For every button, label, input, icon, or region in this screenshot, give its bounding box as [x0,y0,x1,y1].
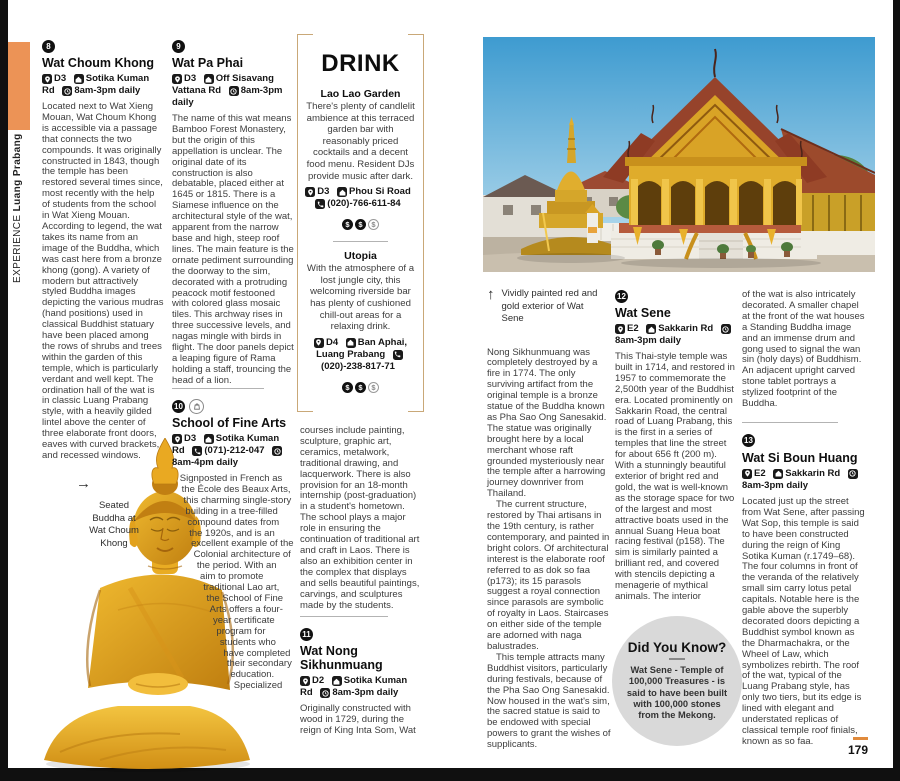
drink-box-title: DRINK [321,50,400,77]
entry-title: School of Fine Arts [172,416,287,430]
wat-sene-photo-illustration [483,37,875,272]
price-rating [305,377,416,395]
section-color-tab [8,42,30,130]
phone-icon [393,350,403,360]
entry-body: Located next to Wat Xieng Mouan, Wat Choum Khong is accessible via a passage that connects the two compounds. It was originally constructed in 1843, though the temple has been restored several times since, most recently with the help of students from the school in Wat Xieng Mouan. According to legend, the wat takes its name from an image of the Buddha, which was cast here from a bronze khong (gong). A variety of modern but attractively styled Buddha images depicting the various mudras (hand positions) used in classical Buddhist statuary have been placed among the rows of shrubs and trees within the garden of this temple, which is particularly verdant and well kept. The ordination hall of the wat is in classic Luang Prabang style, with a heavily gilded lintel above the center of three elaborate front doors, eaves with curved brackets, and recessed windows. [42,101,164,461]
map-ref-icon [314,338,324,348]
map-ref-icon [742,469,752,479]
entry-title: Wat Choum Khong [42,56,155,70]
entry-title: Wat Nong Sikhunmuang [300,644,383,672]
entry-divider [742,422,838,423]
box-corner-tick [408,34,424,35]
hours-icon [229,86,239,96]
entry-title: Wat Sene [615,306,671,320]
column-wat-sene-caption [487,288,611,751]
drink-recommendations-box [297,34,424,412]
entry-body: Signposted in French as the École des Beaux Arts, this charming single-story building in a tree-filled compound dates from the 1920s, and is an excellent example of the Colonial architecture of the period. With an aim to promote traditional Lao art, the School of Fine Arts offers a four-year certificate program for students who have completed their secondary education. Specialized [179,473,294,692]
price-rating [305,214,416,232]
address-icon [773,469,783,479]
entry-info-line: E2 Sakkarin Rd 8am-3pm daily [742,468,868,492]
page-edge-right [893,0,900,781]
page-edge-left [0,0,8,781]
entry-wat-pa-phai [172,38,294,387]
price-dollar-icon: $ [355,382,366,393]
entry-wat-nong-sikhunmuang [300,626,422,737]
entry-number-badge: 13 [742,434,755,447]
page-number-block [830,737,868,757]
entry-info-line: E2 Sakkarin Rd 8am-3pm daily [615,323,737,347]
map-ref-icon [615,324,625,334]
address-icon [204,74,214,84]
map-ref-icon [172,74,182,84]
entry-divider [172,388,264,389]
hours-icon [62,86,72,96]
caption-seated-buddha: Seated Buddha at Wat Choum Khong [89,500,139,549]
entry-divider [300,616,388,617]
entry-body: Originally constructed with wood in 1729, during the reign of King Inta Som, Wat [300,703,416,736]
up-arrow-icon: ↑ [487,286,495,303]
entry-wat-choum-khong [42,38,164,462]
box-corner-tick [408,411,424,412]
entry-title: Wat Pa Phai [172,56,244,70]
entry-info-line: D3 Sotika Kuman Rd 8am-3pm daily [42,73,150,96]
box-corner-tick [297,411,313,412]
entry-info-line: D3 Off Sisavang Vattana Rd 8am-3pm daily [172,73,283,108]
entry-number-badge: 8 [42,40,55,53]
spine-label-experience: EXPERIENCE [12,211,23,283]
entry-info-line: D3 Sotika Kuman Rd (071)-212-047 8am-4pm daily [172,433,294,469]
entry-title: Wat Si Boun Huang [742,450,858,465]
caption-wat-sene-photo: Vividly painted red and gold exterior of Wat Sene [501,288,598,324]
address-icon [346,338,356,348]
right-arrow-icon: → [76,475,91,492]
photo-wat-sene [483,37,875,272]
entry-number-badge: 12 [615,290,628,303]
entry-body: Located just up the street from Wat Sene, after passing Wat Sop, this temple is said to have been constructed during the reign of King Sotika Kuman (r.1749–68). The four columns in front of the veranda of the relatively small sim carry lotus petal capitals. Notable here is the gable above the superbly decorated doors depicting a Buddhist symbol known as the Dharmachakra, or the Wheel of Law, which symbolizes rebirth. The roof of the wat, typical of the Luang Prabang style, has only two tiers, but its edge is lined with elegant and understated replicas of classical temple roof finials, known as so faa. [742,495,865,747]
school-of-fine-arts-body-continued: courses include painting, sculpture, graphic art, ceramics, metalwork, traditional drawing, and lacquerwork. There is also provision for an 18-month internship (post-graduation) in a student's hometown. The school plays a major role in ensuring the continuation of traditional art and craft in Laos. There is also an exhibition center in the complex that displays and sells beautiful paintings, carvings, and sculptures made by the students. [300,425,420,611]
venue-description: With the atmosphere of a lost jungle city, this welcoming riverside bar has plenty of cushioned chill-out areas for a relaxing drink. [306,263,415,333]
address-icon [646,324,656,334]
map-ref-icon [42,74,52,84]
entry-number-badge: 9 [172,40,185,53]
entry-body-wrap [172,474,294,692]
price-dollar-icon-muted: $ [368,219,379,230]
venue-divider [333,241,388,242]
venue-name: Lao Lao Garden [320,88,401,100]
phone-icon [315,199,325,209]
price-dollar-icon-muted: $ [368,382,379,393]
wat-nong-body-continued-p2: The current structure, restored by Thai artisans in the 19th century, is rather contemporary, and painted in bright colors. Of architectural interest is the elaborate roof referred to as dok so faa (p173); its 15 parasols suggest a royal connection since parasols are symbolic of royalty in Laos. Staircases on either side of the temple are adorned with naga balustrades. [487,499,610,652]
phone-icon [192,446,202,456]
hours-icon [320,688,330,698]
wat-nong-body-continued-p1: Nong Sikhunmuang was completely destroyed by a fire in 1774. The only surviving artifact from the original temple is a bronze statue of the Buddha known as Pha Sao Ong Sanesakid. The statue was originally brought here by a local merchant whose raft grounded mysteriously near the temple after a harrowing journey downriver from Thailand. [487,346,607,500]
shopping-icon [189,399,204,414]
did-you-know-text: Wat Sene - Temple of 100,000 Treasures - is said to have been built with 100,000 stones from the Mekong. [626,665,728,721]
venue-info-line: D3 Phou Si Road (020)-766-611-84 [305,186,416,210]
entry-wat-si-boun-huang [742,433,868,748]
price-dollar-icon: $ [355,219,366,230]
entry-school-of-fine-arts [172,398,294,746]
entry-number-badge: 10 [172,400,185,413]
entry-number-badge: 11 [300,628,313,641]
spine-label-section: Luang Prabang [12,133,23,212]
address-icon [337,187,347,197]
entry-body: This Thai-style temple was built in 1714, and restored in 1957 to commemorate the 2,500th year of the Buddhist era. Located prominently on Sakkarin Road, the central road of Luang Prabang, this is the first in a series of temples that line the street for about 656 ft (200 m). With a stunningly beautiful exterior of bright red and gold, the wat is well-known as the storage space for two of the largest and most attractive boats used in the annual Suang Heua boat racing festival (p158). The sim is similarly painted a brilliant red, and covered with stencils depicting a menagerie of mythical animals. The interior [615,351,735,602]
did-you-know-title: Did You Know? [627,640,727,655]
entry-info-line: D2 Sotika Kuman Rd 8am-3pm daily [300,675,408,698]
venue-info-line: D4 Ban Aphai, Luang Prabang (020)-238-817-71 [305,337,416,373]
wat-sene-body-continued: of the wat is also intricately decorated. A smaller chapel at the front of the wat houses a Standing Buddha image and an immense drum and gong used to signal the wan sin (holy days) of Buddhism. An adjacent upright carved stone tablet portrays a stylized footprint of the Buddha. [742,289,865,410]
map-ref-icon [172,434,182,444]
entry-body: The name of this wat means Bamboo Forest Monastery, but the origin of this appellation is unclear. The original date of its construction is also debatable, placed either at 1645 or 1815. There is a Siamese influence on the architectural style of the wat, apparent from the narrow base and high, steep roof lines. The main feature is the ornate pediment surrounding the doorway to the sim, decorated with a protruding peacock motif festooned with colored glass mosaic tiles. This archway rises in three successive levels, and nagas mingle with birds in flight. The door panels depict a leaping figure of Rama holding a staff, trouncing the head of a lion. [172,113,294,386]
box-corner-tick [297,34,313,35]
spine-label [3,133,33,283]
venue-name: Utopia [344,250,377,263]
venue-description: There's plenty of candlelit ambience at this terraced garden bar with reasonably priced cocktails and a decent food menu. Resident DJs provide music after dark. [306,101,415,182]
price-dollar-icon: $ [342,219,353,230]
hours-icon [848,469,858,479]
entry-wat-sene [615,288,737,603]
address-icon [204,434,214,444]
map-ref-icon [300,676,310,686]
page-number: 179 [847,743,868,757]
price-dollar-icon: $ [342,382,353,393]
column-wat-sene-continued [742,290,868,748]
did-you-know-divider [669,658,685,660]
address-icon [332,676,342,686]
address-icon [74,74,84,84]
wat-nong-body-continued-p3: This temple attracts many Buddhist visitors, particularly during festivals, because of the Pha Sao Ong Sanesakid. Now housed in the wat's sim, the sacred statue is said to be endowed with special powers to grant the wishes of supplicants. [487,651,611,751]
hours-icon [721,324,731,334]
did-you-know-box [612,616,742,746]
page-number-tick [853,737,868,740]
hours-icon [272,446,282,456]
map-ref-icon [305,187,315,197]
